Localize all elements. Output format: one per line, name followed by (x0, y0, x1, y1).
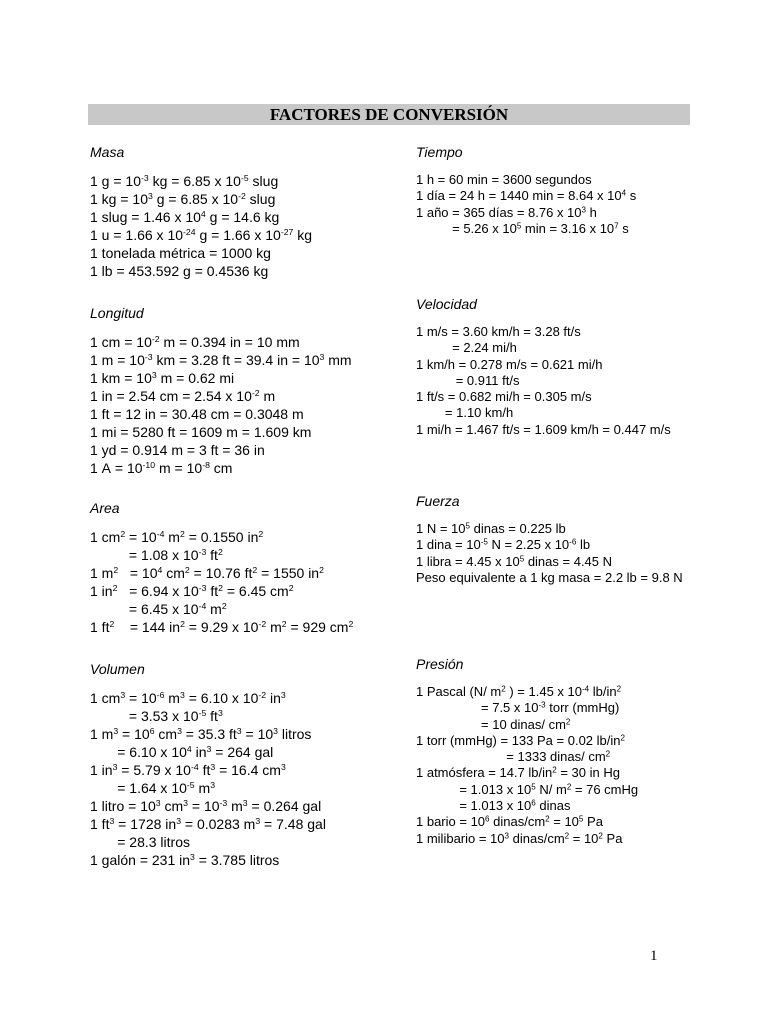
superscript: 3 (210, 762, 216, 773)
conversion-line: = 3.53 x $10^{-5}$ $ft^3$ (90, 708, 223, 724)
conversion-line: 1 dina = $10^{-5}$ N = 2.25 x $10^{-6}$ lb (416, 537, 591, 553)
conversion-line: 1 cm = $10^{-2}$ m = 0.394 in = 10 mm (90, 334, 300, 350)
conversion-line: 1 libra = 4.45 x $10^5$ dinas = 4.45 N (416, 553, 613, 569)
superscript: 2 (598, 831, 603, 841)
superscript: 2 (218, 583, 223, 594)
conversion-line: 1 mi/h = 1.467 ft/s = 1.609 km/h = 0.447 m/s (416, 421, 671, 437)
superscript: 3 (210, 780, 216, 791)
conversion-line: 1 km/h = 0.278 m/s = 0.621 mi/h (416, 356, 603, 372)
conversion-lines (416, 324, 671, 438)
superscript: 2 (605, 749, 611, 759)
conversion-line: 1 slug = 1.46 x $10^4$ g = 14.6 kg (90, 209, 280, 225)
conversion-line: 1 bario = $10^6$ dinas/$cm^2 = 10^5$ Pa (416, 814, 603, 830)
superscript: 2 (552, 766, 557, 776)
superscript: -2 (258, 690, 267, 701)
superscript: 2 (319, 565, 324, 576)
superscript: 4 (200, 209, 206, 220)
section-presin (416, 654, 638, 847)
superscript: 2 (348, 619, 354, 630)
superscript: -3 (141, 173, 149, 184)
conversion-lines (90, 333, 352, 477)
conversion-line: 1 litro = $10^3$ $cm^3 = 10^{-3}$ $m^3 = 0.264$ gal (90, 798, 322, 814)
superscript: 6 (485, 814, 490, 824)
superscript: -6 (156, 690, 165, 701)
conversion-line: 1 ft = 12 in = 30.48 cm = 0.3048 m (90, 406, 304, 422)
superscript: -4 (156, 529, 165, 540)
conversion-line: 1 ft/s = 0.682 mi/h = 0.305 m/s (416, 389, 592, 405)
conversion-line: 1 día = 24 h = 1440 min = 8.64 x $10^4$ s (416, 188, 637, 204)
superscript: 3 (151, 370, 157, 381)
superscript: 3 (112, 762, 118, 773)
superscript: 3 (280, 690, 286, 701)
superscript: 4 (157, 565, 163, 576)
superscript: 2 (120, 529, 126, 540)
superscript: -3 (219, 798, 228, 809)
superscript: -2 (251, 388, 260, 399)
superscript: 2 (566, 782, 572, 792)
conversion-lines (90, 689, 326, 869)
conversion-line: = 1.013 x $10^6$ dinas (416, 798, 571, 814)
conversion-line: 1 $cm^3 = 10^{-6}$ $m^3 = 6.10$ x $10^{-2}$ $in^3$ (90, 690, 286, 706)
section-volumen (90, 659, 326, 869)
section-heading: Area (90, 500, 120, 516)
superscript: 2 (620, 733, 625, 743)
superscript: 3 (273, 726, 278, 737)
conversion-line: 1 $g = 10^{-3}$ kg = 6.85 x $10^{-5}$ slug (90, 173, 279, 189)
conversion-lines (90, 528, 353, 636)
superscript: -27 (280, 227, 294, 238)
superscript: -24 (183, 227, 196, 238)
section-fuerza (416, 491, 683, 586)
superscript: 3 (319, 352, 325, 363)
conversion-line: 1 $in^3 = 5.79$ x $10^{-4}$ $ft^3 = 16.4$ $cm^3$ (90, 762, 286, 778)
superscript: 5 (465, 521, 470, 531)
superscript: 3 (242, 798, 248, 809)
superscript: 2 (184, 565, 190, 576)
superscript: 2 (616, 684, 622, 694)
superscript: 2 (565, 717, 571, 727)
conversion-line: = 5.26 x $10^5$ min = 3.16 x $10^7$ s (416, 220, 629, 236)
section-heading: Velocidad (416, 296, 477, 312)
conversion-line: = 6.10 x $10^4$ $in^3 = 264$ gal (90, 744, 274, 760)
superscript: 3 (236, 726, 242, 737)
superscript: 3 (206, 744, 212, 755)
superscript: 2 (112, 583, 118, 594)
superscript: 2 (113, 565, 119, 576)
superscript: 3 (280, 762, 286, 773)
superscript: -6 (569, 537, 577, 547)
conversion-line: 1 u = 1.66 x $10^{-24}$ g = 1.66 x $10^{-27}$ kg (90, 227, 313, 243)
superscript: -4 (581, 684, 590, 694)
section-masa (90, 142, 312, 280)
superscript: -2 (258, 619, 267, 630)
conversion-line: = 2.24 mi/h (416, 340, 517, 356)
superscript: 3 (255, 816, 261, 827)
superscript: 3 (504, 831, 510, 841)
conversion-line: 1 $cm^2 = 10^{-4}$ $m^2 = 0.1550$ $in^2$ (90, 529, 264, 545)
section-longitud (90, 303, 352, 477)
conversion-line: 1 in = 2.54 cm = 2.54 x $10^{-2}$ m (90, 388, 276, 404)
superscript: 6 (531, 798, 536, 808)
superscript: -3 (198, 547, 207, 558)
page-number: 1 (650, 948, 658, 964)
section-heading: Volumen (90, 661, 145, 677)
section-tiempo (416, 142, 636, 237)
conversion-line: 1 m/s = 3.60 km/h = 3.28 ft/s (416, 324, 581, 339)
conversion-line: 1 yd = 0.914 m = 3 ft = 36 in (90, 442, 265, 458)
conversion-line: 1 km = $10^3$ m = 0.62 mi (90, 370, 235, 386)
conversion-line: 1 milibario = $10^3$ dinas/$cm^2 = 10^2$ Pa (416, 830, 623, 846)
conversion-line: = 10 dinas/ $cm^2$ (416, 716, 571, 732)
section-heading: Tiempo (416, 144, 463, 160)
superscript: 3 (183, 798, 188, 809)
conversion-line: = 1.013 x $10^5$ N/ $m^2 = 76$ cmHg (416, 781, 639, 797)
conversion-line: 1 h = 60 min = 3600 segundos (416, 172, 592, 187)
superscript: 5 (519, 554, 525, 564)
conversion-line: = 1.10 km/h (416, 405, 514, 421)
superscript: 3 (120, 690, 126, 701)
conversion-line: 1 $in^2 = 6.94$ x $10^{-3}$ $ft^2 = 6.45$ $cm^2$ (90, 583, 294, 599)
conversion-line: 1 lb = 453.592 g = 0.4536 kg (90, 263, 269, 279)
section-area (90, 498, 353, 636)
superscript: -5 (198, 708, 207, 719)
conversion-line: 1 tonelada métrica = 1000 kg (90, 245, 271, 261)
conversion-line: 1 $N = 10^5$ dinas = 0.225 lb (416, 521, 566, 536)
conversion-line: 1 $m^2 = 10^4$ $cm^2 = 10.76$ $ft^2 = 1550$ $in^2$ (90, 565, 324, 581)
superscript: 5 (531, 782, 536, 792)
superscript: -2 (151, 334, 160, 345)
superscript: 3 (155, 798, 161, 809)
section-velocidad (416, 294, 671, 438)
conversion-line: 1 $m = 10^{-3}$ km = 3.28 ft = 39.4 in = $10^3$ mm (90, 352, 352, 368)
superscript: 2 (221, 601, 227, 612)
superscript: 3 (581, 205, 587, 215)
superscript: -3 (144, 352, 153, 363)
conversion-line: 1 $A = 10^{-10}$ $m = 10^{-8}$ cm (90, 460, 233, 476)
superscript: 2 (258, 529, 264, 540)
superscript: 3 (176, 816, 182, 827)
superscript: 2 (564, 831, 570, 841)
conversion-line: 1 $m^3 = 10^6$ $cm^3 = 35.3$ $ft^3 = 10^3$ litros (90, 726, 312, 742)
section-heading: Masa (90, 144, 125, 160)
conversion-lines (416, 521, 683, 586)
conversion-line: Peso equivalente a 1 kg masa = 2.2 lb = 9.8 N (416, 569, 683, 585)
conversion-line: = 1.08 x $10^{-3}$ $ft^2$ (90, 547, 223, 563)
superscript: 2 (288, 583, 294, 594)
superscript: 2 (252, 565, 258, 576)
superscript: -4 (198, 601, 207, 612)
superscript: -3 (538, 700, 546, 710)
conversion-line: = 6.45 x $10^{-4}$ $m^2$ (90, 601, 227, 617)
superscript: -3 (198, 583, 207, 594)
conversion-lines (416, 172, 636, 237)
superscript: -8 (202, 460, 210, 471)
page-title: FACTORES DE CONVERSIÓN (269, 105, 509, 124)
superscript: 3 (109, 816, 115, 827)
section-heading: Fuerza (416, 493, 460, 509)
section-heading: Longitud (90, 305, 144, 321)
superscript: 2 (545, 814, 550, 824)
conversion-line: = 1.64 x $10^{-5}$ $m^3$ (90, 780, 216, 796)
superscript: 5 (516, 221, 522, 231)
superscript: 5 (578, 814, 584, 824)
title-bar (88, 104, 690, 125)
superscript: 3 (217, 708, 223, 719)
superscript: 2 (180, 619, 185, 630)
conversion-line: 1 Pascal (N/ $m^2$ ) = 1.45 x $10^{-4}$ $lb/in^2$ (416, 684, 622, 699)
superscript: 3 (179, 690, 185, 701)
superscript: 2 (109, 619, 115, 630)
conversion-line: 1 galón = 231 $in^3 = 3.785$ litros (90, 852, 280, 868)
conversion-lines (416, 684, 638, 847)
superscript: -10 (142, 460, 156, 471)
superscript: 4 (621, 188, 627, 198)
superscript: 3 (177, 726, 182, 737)
conversion-line: 1 mi = 5280 ft = 1609 m = 1.609 km (90, 424, 312, 440)
conversion-line: = 7.5 x $10^{-3}$ torr (mmHg) (416, 700, 620, 716)
section-heading: Presión (416, 656, 464, 672)
conversion-line: = 1333 dinas/ $cm^2$ (416, 749, 611, 765)
superscript: 7 (614, 221, 619, 231)
superscript: 2 (179, 529, 185, 540)
superscript: 3 (113, 726, 119, 737)
superscript: -2 (238, 191, 246, 202)
conversion-line: 1 $ft^2$ = 144 $in^2 = 9.29$ x $10^{-2}$ $m^2 = 929$ $cm^2$ (90, 619, 354, 635)
superscript: -4 (190, 762, 199, 773)
conversion-line: 1 año = 365 días = 8.76 x $10^3$ h (416, 204, 597, 220)
superscript: 2 (501, 684, 506, 694)
superscript: -5 (480, 537, 488, 547)
superscript: 3 (190, 852, 195, 863)
superscript: -5 (240, 173, 249, 184)
superscript: 6 (149, 726, 155, 737)
conversion-line: = 28.3 litros (90, 834, 190, 850)
conversion-line: 1 $ft^3 = 1728$ $in^3 = 0.0283$ $m^3 = 7.48$ gal (90, 816, 326, 832)
superscript: 3 (148, 191, 153, 202)
conversion-line: 1 kg = $10^3$ g = 6.85 x $10^{-2}$ slug (90, 191, 276, 207)
conversion-lines (90, 172, 312, 280)
superscript: 2 (217, 547, 223, 558)
conversion-line: = 0.911 ft/s (416, 372, 520, 388)
conversion-line: 1 atmósfera = 14.7 $lb/in^2 = 30$ in Hg (416, 765, 620, 781)
superscript: 4 (186, 744, 192, 755)
superscript: -5 (186, 780, 195, 791)
superscript: 2 (281, 619, 287, 630)
conversion-line: 1 torr (mmHg) = 133 Pa = 0.02 $lb/in^2$ (416, 732, 625, 748)
